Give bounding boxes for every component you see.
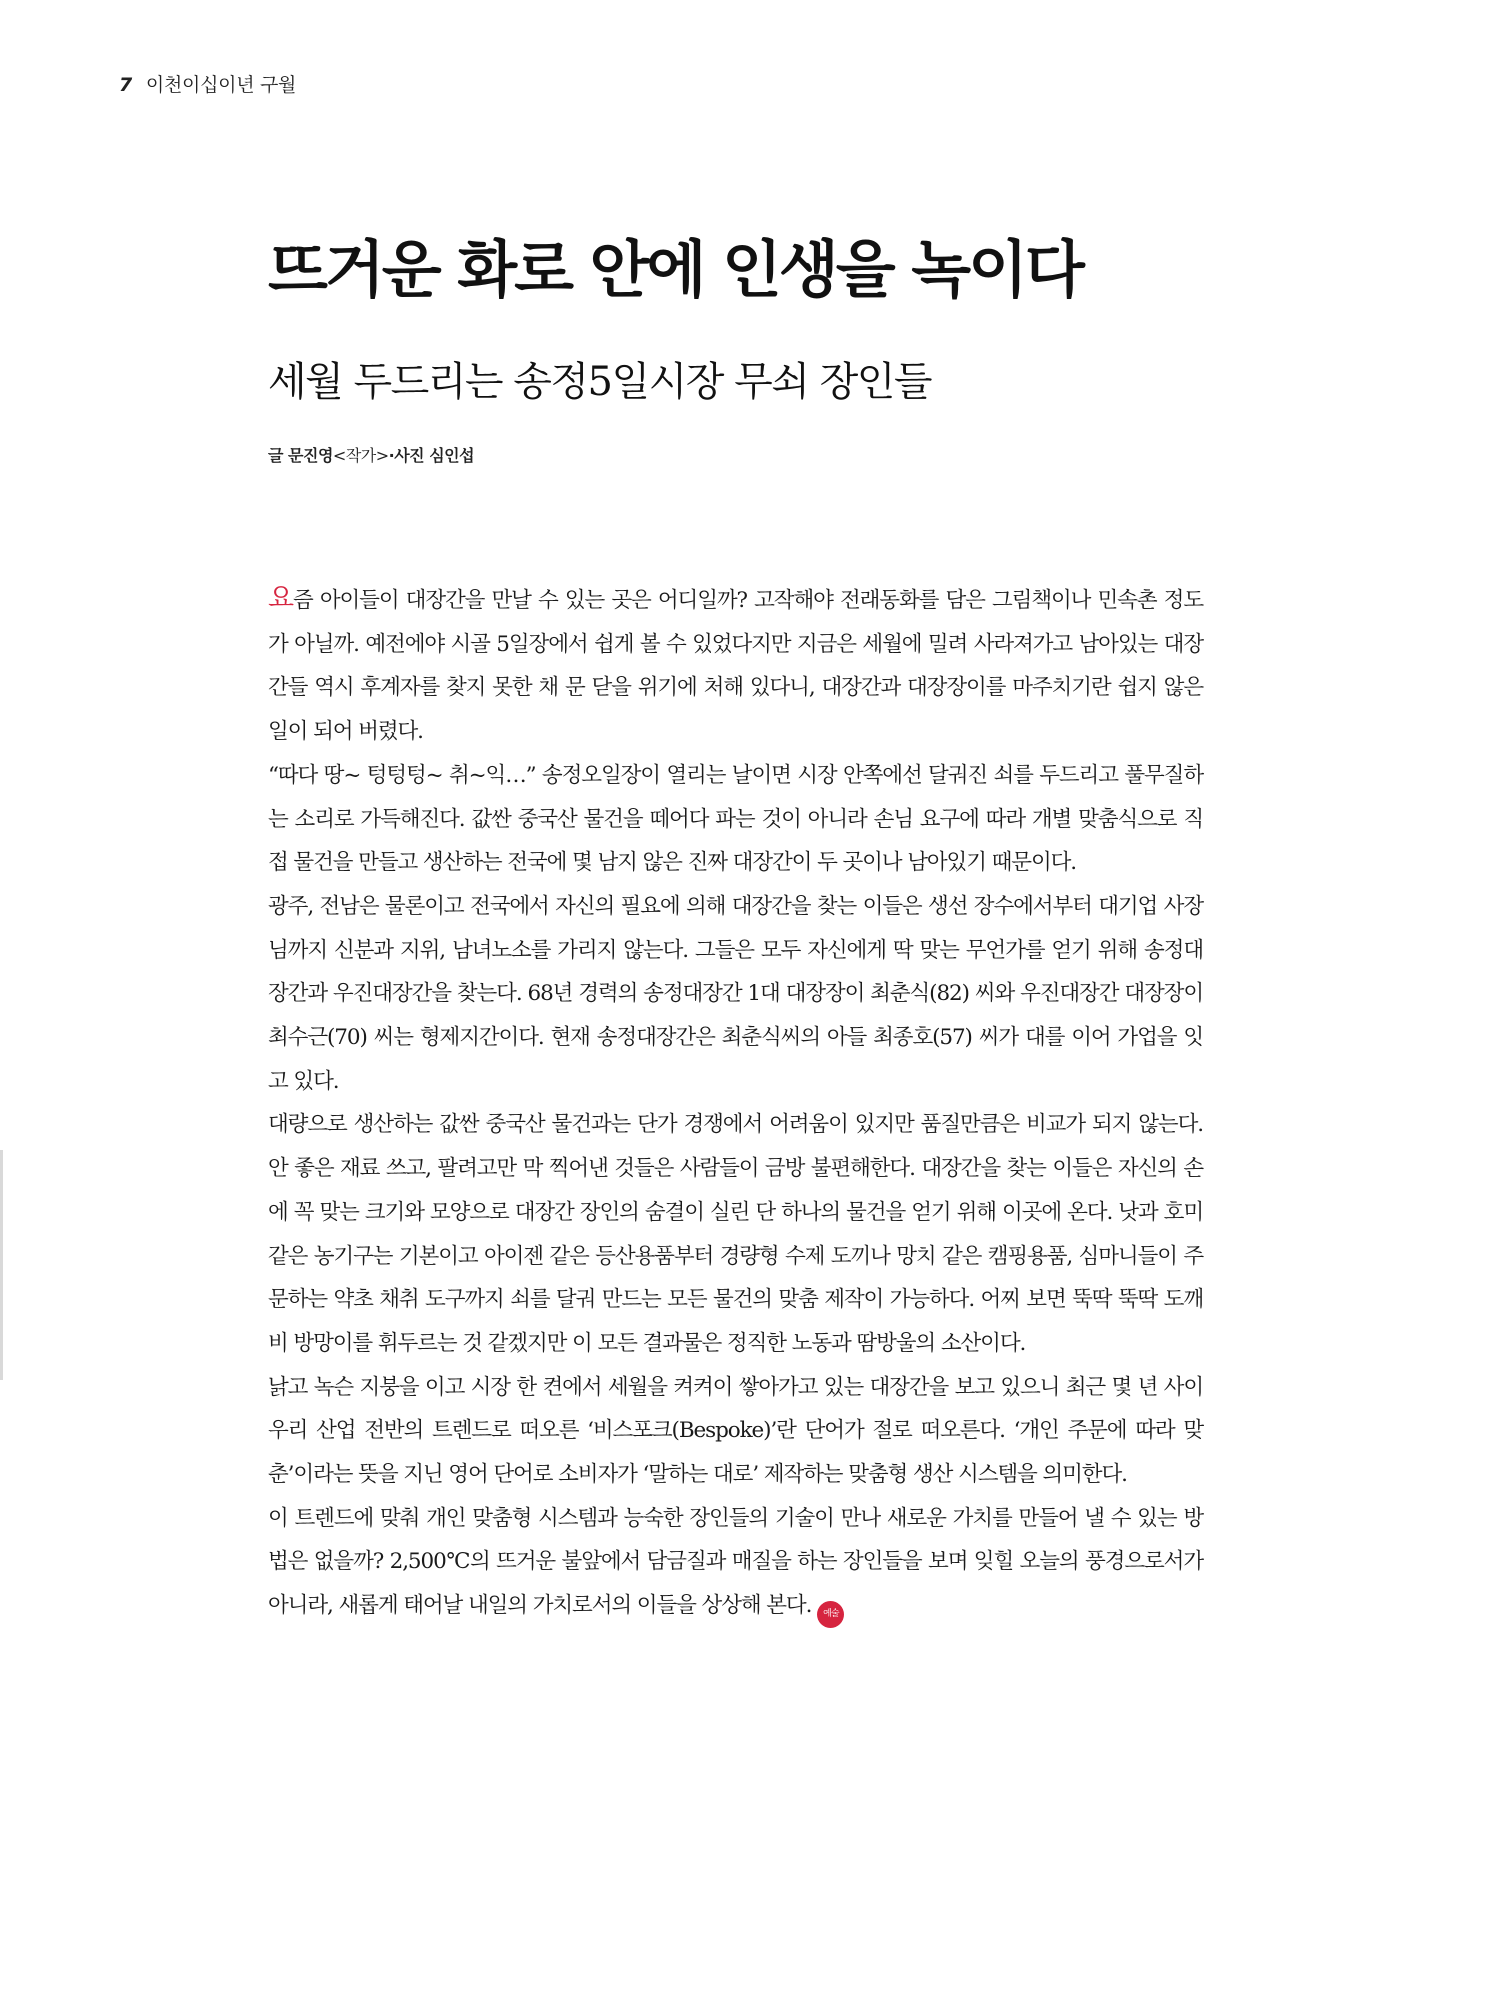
page-edge-mark [0,1150,3,1380]
issue-date: 이천이십이년 구월 [145,74,297,96]
writer-role: <작가> [332,446,389,465]
photo-prefix: 사진 [394,446,430,465]
writer-name: 문진영 [288,446,333,465]
page-number: 7 [119,74,132,96]
paragraph: “따다 땅~ 텅텅텅~ 취~익…” 송정오일장이 열리는 날이면 시장 안쪽에선 달궈진 쇠를 두드리고 풀무질하는 소리로 가득해진다. 값싼 중국산 물건을 떼어다 파는 것이 아니라 손님 요구에 따라 개별 맞춤식으로 직접 물건을 만들고 생산하는 전국에 몇 남지 않은 진짜 대장간이 두 곳이나 남아있기 때문이다. [268,762,1203,876]
article-subtitle: 세월 두드리는 송정5일시장 무쇠 장인들 [268,359,932,405]
writer-prefix: 글 [268,446,289,465]
paragraph: 대량으로 생산하는 값싼 중국산 물건과는 단가 경쟁에서 어려움이 있지만 품질만큼은 비교가 되지 않는다. 안 좋은 재료 쓰고, 팔려고만 막 찍어낸 것들은 사람들이 금방 불편해한다. 대장간을 찾는 이들은 자신의 손에 꼭 맞는 크기와 모양으로 대장간 장인의 숨결이 실린 단 하나의 물건을 얻기 위해 이곳에 온다. 낫과 호미 같은 농기구는 기본이고 아이젠 같은 등산용품부터 경량형 수제 도끼나 망치 같은 캠핑용품, 심마니들이 주문하는 약초 채취 도구까지 쇠를 달궈 만드는 모든 물건의 맞춤 제작이 가능하다. 어찌 보면 뚝딱 뚝딱 도깨비 방망이를 휘두르는 것 같겠지만 이 모든 결과물은 정직한 노동과 땀방울의 소산이다. [268,1112,1203,1356]
byline [268,443,474,466]
paragraph [268,577,1203,754]
running-header [119,70,296,97]
end-mark-icon: 예술 [817,1601,844,1628]
article-body [268,577,1203,1628]
drop-letter: 요 [268,583,293,614]
paragraph [268,1497,1203,1628]
byline-separator: · [388,446,395,465]
paragraph-text: 이 트렌드에 맞춰 개인 맞춤형 시스템과 능숙한 장인들의 기술이 만나 새로운 가치를 만들어 낼 수 있는 방법은 없을까? 2,500℃의 뜨거운 불앞에서 담금질과 매질을 하는 장인들을 보며 잊힐 오늘의 풍경으로서가 아니라, 새롭게 태어날 내일의 가치로서의 이들을 상상해 본다. [268,1505,1203,1619]
paragraph: 광주, 전남은 물론이고 전국에서 자신의 필요에 의해 대장간을 찾는 이들은 생선 장수에서부터 대기업 사장님까지 신분과 지위, 남녀노소를 가리지 않는다. 그들은 모두 자신에게 딱 맞는 무언가를 얻기 위해 송정대장간과 우진대장간을 찾는다. 68년 경력의 송정대장간 1대 대장장이 최춘식(82) 씨와 우진대장간 대장장이 최수근(70) 씨는 형제지간이다. 현재 송정대장간은 최춘식씨의 아들 최종호(57) 씨가 대를 이어 가업을 잇고 있다. [268,893,1203,1094]
article-title: 뜨거운 화로 안에 인생을 녹이다 [268,233,1082,306]
paragraph-text: 즘 아이들이 대장간을 만날 수 있는 곳은 어디일까? 고작해야 전래동화를 담은 그림책이나 민속촌 정도가 아닐까. 예전에야 시골 5일장에서 쉽게 볼 수 있었다지만 지금은 세월에 밀려 사라져가고 남아있는 대장간들 역시 후계자를 찾지 못한 채 문 닫을 위기에 처해 있다니, 대장간과 대장장이를 마주치기란 쉽지 않은 일이 되어 버렸다. [268,588,1203,745]
paragraph: 낡고 녹슨 지붕을 이고 시장 한 켠에서 세월을 켜켜이 쌓아가고 있는 대장간을 보고 있으니 최근 몇 년 사이 우리 산업 전반의 트렌드로 떠오른 ‘비스포크(Bespoke)’란 단어가 절로 떠오른다. ‘개인 주문에 따라 맞춘’이라는 뜻을 지닌 영어 단어로 소비자가 ‘말하는 대로’ 제작하는 맞춤형 생산 시스템을 의미한다. [268,1374,1203,1488]
photographer-name: 심인섭 [429,446,475,465]
